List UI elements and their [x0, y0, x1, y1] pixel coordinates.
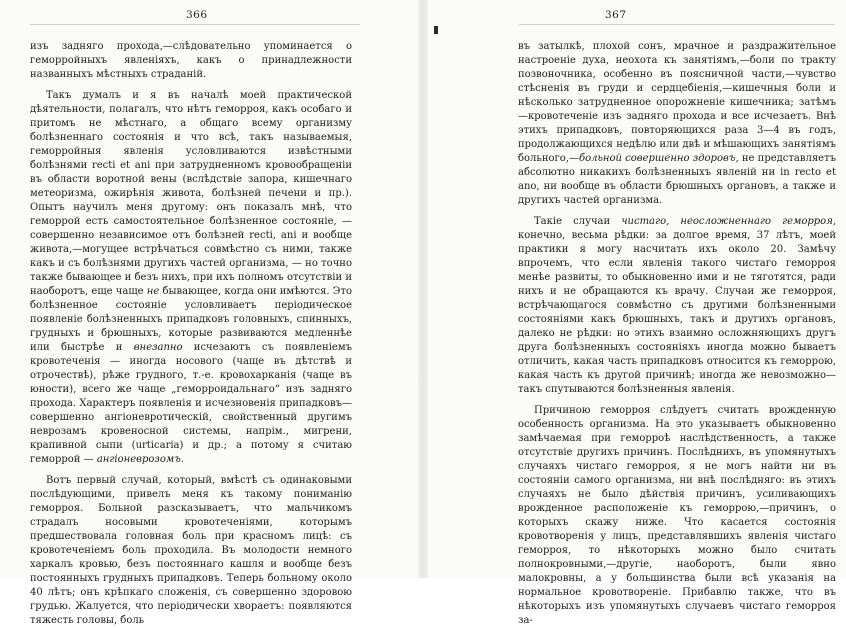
paragraph [518, 215, 836, 397]
paragraph [518, 40, 836, 208]
text-run: исчезаютъ съ появленіемъ кровотеченія — иногда носового (чаще въ дѣтствѣ и отрочествѣ), рѣже грудного, т.-е. кровохарканія (чаще въ юности), всего же чаще „геморроидальнаго“ изъ задняго прохода. Характеръ появленія и исчезновенія припадковъ—совершенно ангіоневротическій, свойственный другимъ неврозамъ кровеносной системы, напрім., мигрени, крапивной сыпи (urticaria) и др.; а потому я считаю геморрой — [30, 342, 352, 465]
text-run: Причиною геморроя слѣдуетъ считать врожденную особенность организма. На это указываетъ обыкновенно замѣчаемая при геморроѣ наслѣдственность, а также отсутствіе другихъ причинъ. Послѣднихъ, въ упомянутыхъ случаяхъ чистаго геморроя, я не могъ найти ни въ состояніи самого организма, ни внѣ послѣдняго: въ этихъ случаяхъ не было дѣйствія причинъ, усиливающихъ врожденное расположеніе къ геморрою,—причинъ, о которыхъ скажу ниже. Что касается состоянія кровотворенія у лицъ, представлявшихъ явленія чистаго геморроя, то нѣкоторыхъ можно было считать полнокровными,—другіе, наоборотъ, были явно малокровны, а у большинства были всѣ указанія на нормальное кровотвореніе. Прибавлю также, что въ нѣкоторыхъ изъ упомянутыхъ случаевъ чистаго геморроя за- [518, 405, 836, 626]
page-number: 367 [605, 9, 627, 21]
italic-text: внезапно [133, 342, 183, 353]
right-page [423, 0, 846, 626]
text-run: конечно, весьма рѣдки: за долгое время, 37 лѣтъ, моей практики я могу насчитать ихъ около 20. Замѣчу впрочемъ, что если явленія такого чистаго геморроя менѣе развиты, то обыкновенно ими и не тяготятся, ради нихъ и не обращаются къ врачу. Случаи же геморроя, встрѣчающагося совмѣстно съ другими болѣзненными состояніями какъ брюшныхъ, такъ и другихъ органовъ, далеко не рѣдки: но этихъ взаимно осложняющихъ другъ друга болѣзненныхъ состояніяхъ иногда можно бываетъ отличить, какая часть припадковъ относится къ геморрою, какая часть къ другой причинѣ; иногда же невозможно—такъ спутываются болѣзненныя явленія. [518, 230, 836, 395]
paragraph [30, 40, 352, 82]
text-run: не представляетъ абсолютно никакихъ болѣзненныхъ явленій ни in recto et ano, ни вообще въ области брюшныхъ органовъ, а также и другихъ частей организма. [518, 153, 836, 206]
header-rule [30, 24, 360, 25]
paragraph [30, 474, 352, 628]
text-run: Вотъ первый случай, который, вмѣстѣ съ одинаковыми послѣдующими, привелъ меня къ такому пониманію геморроя. Больной разсказываетъ, что мальчикомъ страдалъ носовыми кровотеченіями, которымъ предшествовала головная боль при красномъ лицѣ: съ кровотеченіемъ боль проходила. Въ молодости немного харкалъ кровью, безъ постояннаго кашля и вообще безъ постоянныхъ грудныхъ припадковъ. Теперь больному около 40 лѣтъ; онъ крѣпкаго сложенія, съ совершенно здоровою грудью. Жалуется, что періодически хвораетъ: появляются тяжесть головы, боль [30, 475, 352, 626]
paragraph [518, 404, 836, 628]
header-rule [519, 24, 835, 25]
text-run: бывающее, когда они имѣются. Это болѣзненное состояніе условливаетъ періодическое появленіе болѣзненныхъ припадковъ головныхъ, спинныхъ, грудныхъ и брюшныхъ, которые развиваются медленнѣе или быстрѣе и [30, 286, 352, 353]
page-number: 366 [186, 9, 208, 21]
text-run: Такіе случаи [534, 216, 622, 227]
text-run: Такъ думалъ и я въ началѣ моей практической дѣятельности, полагалъ, что нѣтъ геморроя, какъ особаго и притомъ не мѣстнаго, а общаго всему организму болѣзненнаго состоянія и что всѣ, такъ называемыя, геморройныя явленія условливаются извѣстными болѣзнями recti et ani при затрудненномъ кровообращеніи въ области воротной вены (вслѣдствіе запора, кишечнаго метеоризма, ожирѣнія живота, болѣзней печени и пр.). Опытъ научилъ меня другому: онъ показалъ мнѣ, что геморрой есть самостоятельное болѣзненное состояніе, — совершенно независимое отъ болѣзней recti, ani и вообще живота,—могущее встрѣчаться совмѣстно съ ними, также какъ и съ болѣзнями другихъ частей организма, — но точно также бывающее и безъ нихъ, при ихъ полномъ отсутствіи и наоборотъ, еще чаще [30, 90, 352, 297]
italic-text: ангіоневрозомъ. [96, 454, 184, 465]
italic-text: не [146, 286, 160, 297]
left-page [0, 0, 423, 626]
page-text [518, 40, 836, 628]
page-text [30, 40, 352, 628]
paragraph [30, 89, 352, 467]
italic-text: больной совершенно здоровъ, [578, 153, 739, 164]
italic-text: чистаго, неосложненнаго геморроя, [621, 216, 836, 227]
text-run: въ затылкѣ, плохой сонъ, мрачное и раздражительное настроеніе духа, неохота къ занятіямъ,—боли по тракту позвоночника, особенно въ поясничной части,—чувство стѣсненія въ груди и сердцебіенія,—кишечныя боли и нѣсколько затрудненное опорожненіе кишечника; затѣмъ—кровотеченіе изъ задняго прохода и все исчезаетъ. Внѣ этихъ припадковъ, повторяющихся раза 3—4 въ годъ, продолжающихся недѣлю или двѣ и мѣшающихъ занятіямъ больного,— [518, 41, 836, 164]
text-run: изъ задняго прохода,—слѣдовательно упоминается о геморройныхъ явленіяхъ, какъ о принадлежности названныхъ мѣстныхъ страданій. [30, 41, 352, 80]
